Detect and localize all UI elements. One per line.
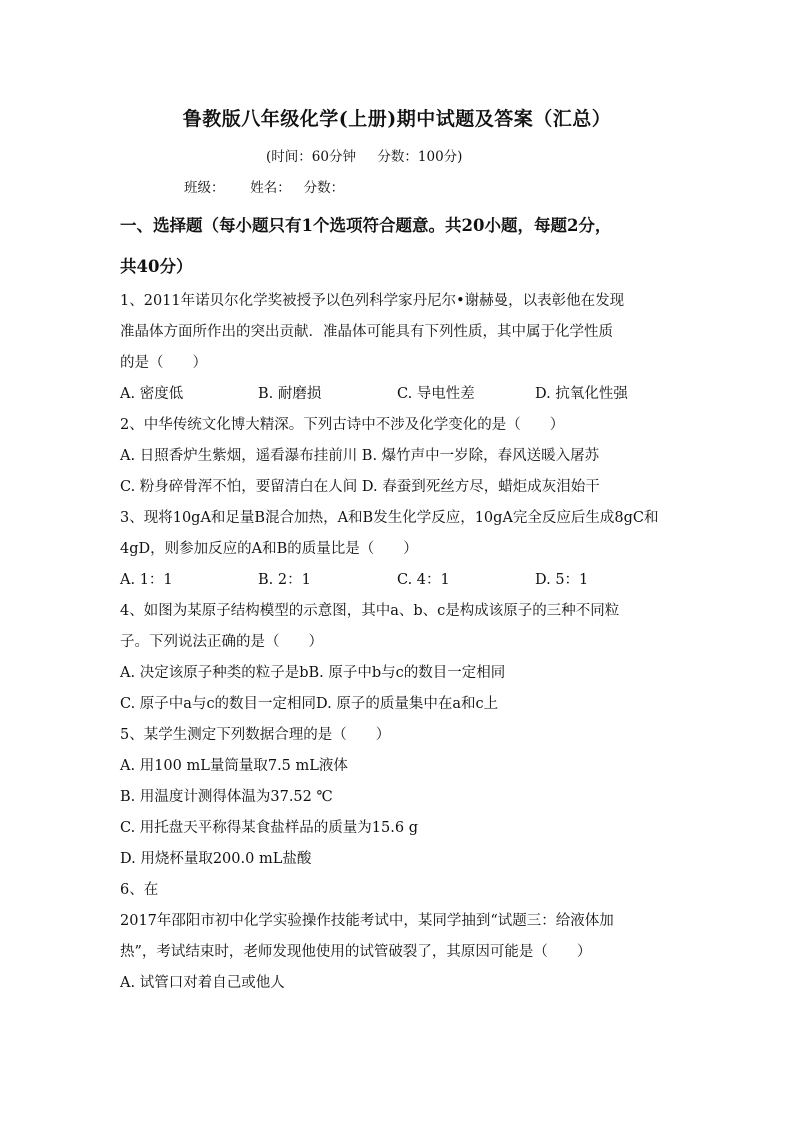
q3-option-d: D. 5：1 bbox=[535, 572, 589, 588]
q2-text: 2、中华传统文化博大精深。下列古诗中不涉及化学变化的是（ ） bbox=[120, 417, 565, 433]
q6-option-a: A. 试管口对着自己或他人 bbox=[120, 975, 285, 991]
q1-option-c: C. 导电性差 bbox=[397, 386, 475, 402]
q5-option-b: B. 用温度计测得体温为37.52 ℃ bbox=[120, 789, 333, 805]
q1-text: 的是（ ） bbox=[120, 355, 207, 371]
q3-text: 3、现将10gA和足量B混合加热，A和B发生化学反应，10gA完全反应后生成8gC和 bbox=[120, 510, 659, 526]
page-title: 鲁教版八年级化学(上册)期中试题及答案（汇总） bbox=[182, 108, 612, 130]
student-info-line: 班级： 姓名： 分数： bbox=[184, 180, 345, 196]
q5-option-a: A. 用100 mL量筒量取7.5 mL液体 bbox=[120, 758, 348, 774]
q5-text: 5、某学生测定下列数据合理的是（ ） bbox=[120, 727, 391, 743]
exam-time-score: (时间：60分钟 分数：100分) bbox=[266, 149, 463, 165]
q2-options-row: C. 粉身碎骨浑不怕，要留清白在人间 D. 春蚕到死丝方尽，蜡炬成灰泪始干 bbox=[120, 479, 600, 495]
q6-text: 6、在 bbox=[120, 882, 159, 898]
section-heading: 一、选择题（每小题只有1个选项符合题意。共20小题，每题2分， bbox=[120, 216, 612, 235]
q1-option-d: D. 抗氧化性强 bbox=[535, 386, 628, 402]
q4-text: 4、如图为某原子结构模型的示意图，其中a、b、c是构成该原子的三种不同粒 bbox=[120, 603, 620, 619]
q5-option-d: D. 用烧杯量取200.0 mL盐酸 bbox=[120, 851, 312, 867]
q3-option-b: B. 2：1 bbox=[258, 572, 311, 588]
section-heading-cont: 共40分） bbox=[120, 257, 193, 276]
q3-option-a: A. 1：1 bbox=[120, 572, 173, 588]
q1-text: 准晶体方面所作出的突出贡献．准晶体可能具有下列性质，其中属于化学性质 bbox=[120, 324, 613, 340]
q4-options-row: A. 决定该原子种类的粒子是bB. 原子中b与c的数目一定相同 bbox=[120, 665, 506, 681]
q6-text: 热”，考试结束时，老师发现他使用的试管破裂了，其原因可能是（ ） bbox=[120, 944, 592, 960]
q3-text: 4gD，则参加反应的A和B的质量比是（ ） bbox=[120, 541, 418, 557]
q3-option-c: C. 4：1 bbox=[397, 572, 450, 588]
q1-text: 1、2011年诺贝尔化学奖被授予以色列科学家丹尼尔•谢赫曼，以表彰他在发现 bbox=[120, 293, 625, 309]
q1-option-a: A. 密度低 bbox=[120, 386, 184, 402]
q4-options-row: C. 原子中a与c的数目一定相同D. 原子的质量集中在a和c上 bbox=[120, 696, 499, 712]
q4-text: 子。下列说法正确的是（ ） bbox=[120, 634, 323, 650]
q5-option-c: C. 用托盘天平称得某食盐样品的质量为15.6 g bbox=[120, 820, 418, 836]
q1-option-b: B. 耐磨损 bbox=[258, 386, 322, 402]
q2-options-row: A. 日照香炉生紫烟，遥看瀑布挂前川 B. 爆竹声中一岁除，春风送暖入屠苏 bbox=[120, 448, 600, 464]
q6-text: 2017年邵阳市初中化学实验操作技能考试中，某同学抽到“试题三：给液体加 bbox=[120, 913, 614, 929]
